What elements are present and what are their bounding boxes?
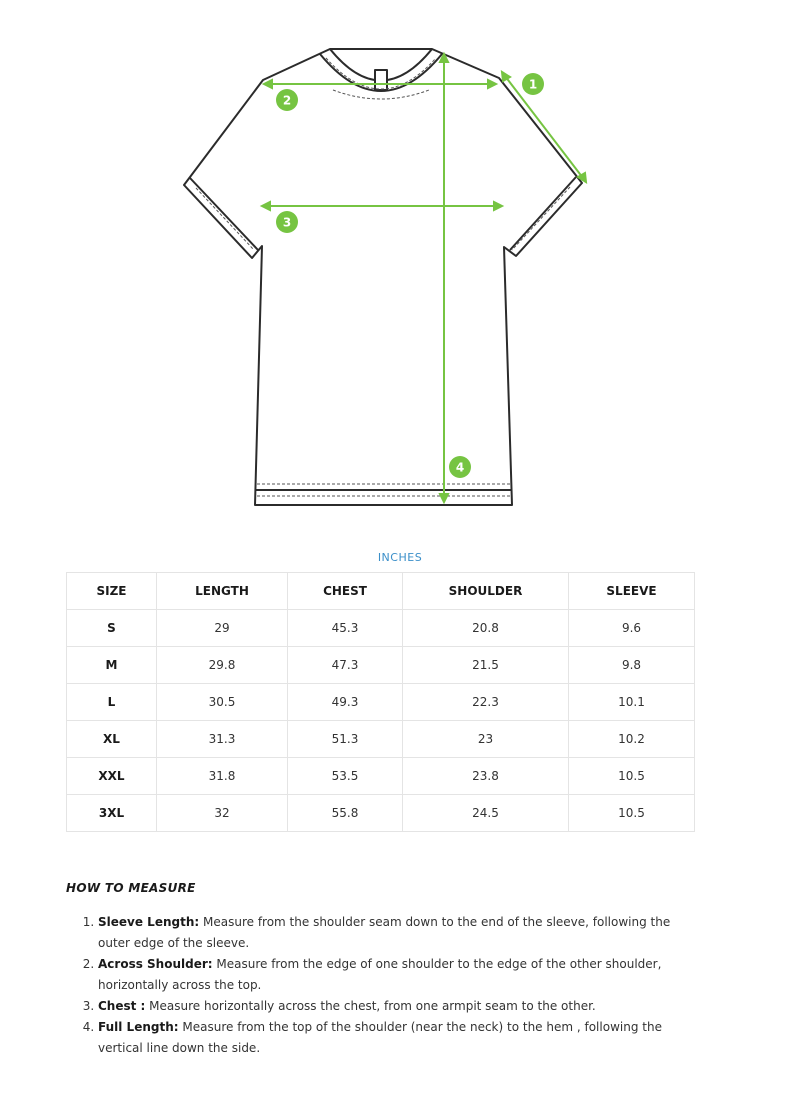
how-to-measure-heading: HOW TO MEASURE	[66, 881, 196, 895]
length-cell: 30.5	[157, 684, 288, 721]
list-item-separator: :	[194, 915, 200, 929]
chest-cell: 47.3	[288, 647, 403, 684]
sleeve-cell: 10.1	[569, 684, 695, 721]
size-cell: XL	[67, 721, 157, 758]
table-row	[67, 647, 695, 684]
list-item-term: Chest	[98, 999, 137, 1013]
list-item-separator: :	[136, 999, 146, 1013]
chest-cell: 49.3	[288, 684, 403, 721]
shoulder-cell: 21.5	[403, 647, 569, 684]
size-cell: XXL	[67, 758, 157, 795]
table-row	[67, 758, 695, 795]
units-label: INCHES	[377, 551, 423, 564]
column-header-shoulder: SHOULDER	[403, 573, 569, 610]
shoulder-cell: 24.5	[403, 795, 569, 832]
list-item-separator: :	[173, 1020, 179, 1034]
list-item	[98, 1017, 686, 1059]
shoulder-cell: 22.3	[403, 684, 569, 721]
size-cell: M	[67, 647, 157, 684]
sleeve-cell: 9.8	[569, 647, 695, 684]
list-item	[98, 996, 686, 1017]
list-item	[98, 912, 686, 954]
size-cell: S	[67, 610, 157, 647]
length-cell: 31.3	[157, 721, 288, 758]
marker-4-label: 4	[455, 460, 465, 475]
sleeve-cell: 10.5	[569, 795, 695, 832]
tshirt-outline	[184, 49, 582, 505]
column-header-chest: CHEST	[288, 573, 403, 610]
list-item-text: Measure from the edge of one shoulder to the edge of the other shoulder, horizontally across the top.	[98, 957, 662, 992]
length-cell: 31.8	[157, 758, 288, 795]
marker-1	[522, 73, 544, 95]
list-item-text: Measure from the top of the shoulder (near the neck) to the hem , following the vertical line down the side.	[98, 1020, 662, 1055]
length-cell: 29	[157, 610, 288, 647]
sleeve-cell: 9.6	[569, 610, 695, 647]
marker-2	[276, 89, 298, 111]
shoulder-cell: 20.8	[403, 610, 569, 647]
list-item-separator: :	[207, 957, 213, 971]
chest-cell: 45.3	[288, 610, 403, 647]
column-header-size: SIZE	[67, 573, 157, 610]
list-item-text: Measure horizontally across the chest, from one armpit seam to the other.	[145, 999, 596, 1013]
table-row	[67, 684, 695, 721]
table-row	[67, 610, 695, 647]
length-cell: 29.8	[157, 647, 288, 684]
marker-3-label: 3	[282, 215, 292, 230]
shoulder-cell: 23	[403, 721, 569, 758]
list-item-term: Sleeve Length	[98, 915, 195, 929]
list-item-text: Measure from the shoulder seam down to the end of the sleeve, following the outer edge of the sleeve.	[98, 915, 671, 950]
how-to-measure-list	[66, 912, 686, 1059]
chest-cell: 51.3	[288, 721, 403, 758]
chest-cell: 55.8	[288, 795, 403, 832]
sleeve-cell: 10.5	[569, 758, 695, 795]
column-header-length: LENGTH	[157, 573, 288, 610]
table-row	[67, 721, 695, 758]
shoulder-cell: 23.8	[403, 758, 569, 795]
column-header-sleeve: SLEEVE	[569, 573, 695, 610]
marker-3	[276, 211, 298, 233]
sleeve-cell: 10.2	[569, 721, 695, 758]
marker-4	[449, 456, 471, 478]
table-row	[67, 795, 695, 832]
tshirt-measurement-diagram	[0, 0, 800, 530]
list-item	[98, 954, 686, 996]
length-cell: 32	[157, 795, 288, 832]
table-header-row	[67, 573, 695, 610]
size-chart-table	[66, 572, 695, 832]
size-cell: 3XL	[67, 795, 157, 832]
size-cell: L	[67, 684, 157, 721]
marker-2-label: 2	[282, 93, 292, 108]
chest-cell: 53.5	[288, 758, 403, 795]
list-item-term: Full Length	[98, 1020, 174, 1034]
marker-1-label: 1	[528, 77, 538, 92]
list-item-term: Across Shoulder	[98, 957, 208, 971]
